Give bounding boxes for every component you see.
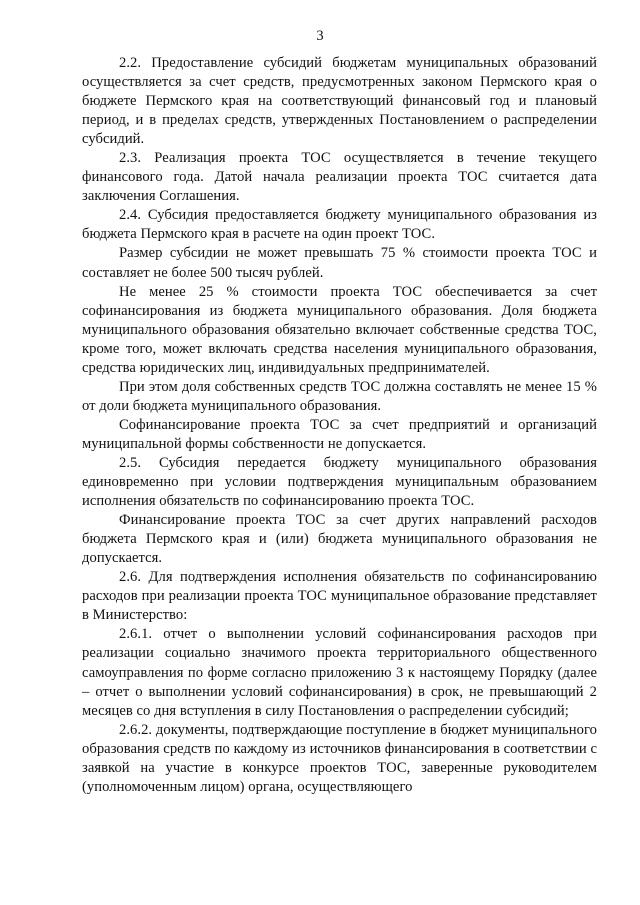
paragraph-municipal-enterprises: Софинансирование проекта ТОС за счет предприятий и организаций муниципальной формы собственности не допускается. [82, 416, 597, 452]
paragraph-other-financing: Финансирование проекта ТОС за счет других направлений расходов бюджета Пермского края и (или) бюджета муниципального образования не допускается. [82, 512, 597, 567]
page-number: 3 [316, 28, 324, 44]
paragraph-2-3: 2.3. Реализация проекта ТОС осуществляется в течение текущего финансового года. Датой начала реализации проекта ТОС считается дата заключения Соглашения. [82, 150, 597, 205]
paragraph-2-6: 2.6. Для подтверждения исполнения обязательств по софинансированию расходов при реализации проекта ТОС муниципальное образование представляет в Министерство: [82, 569, 597, 624]
paragraph-2-2: 2.2. Предоставление субсидий бюджетам муниципальных образований осуществляется за счет средств, предусмотренных законом Пермского края о бюджете Пермского края на соответствующий финансовый год и плановый период, и в пределах средств, утвержденных Постановлением о распределении субсидий. [82, 55, 597, 148]
paragraph-own-funds-share: При этом доля собственных средств ТОС должна составлять не менее 15 % от доли бюджета муниципального образования. [82, 378, 597, 414]
paragraph-2-4: 2.4. Субсидия предоставляется бюджету муниципального образования из бюджета Пермского края в расчете на один проект ТОС. [82, 207, 597, 243]
paragraph-2-6-2: 2.6.2. документы, подтверждающие поступление в бюджет муниципального образования средств по каждому из источников финансирования в соответствии с заявкой на участие в конкурсе проектов ТОС, заверенные руководителем (уполномоченным лицом) органа, осуществляющего [82, 721, 597, 795]
document-body [82, 54, 597, 797]
paragraph-cofinancing-share: Не менее 25 % стоимости проекта ТОС обеспечивается за счет софинансирования из бюджета муниципального образования. Доля бюджета муниципального образования обязательно включает собственные средства ТОС, кроме того, может включать средства населения муниципального образования, средства юридических лиц, индивидуальных предпринимателей. [82, 283, 597, 376]
paragraph-subsidy-size: Размер субсидии не может превышать 75 % стоимости проекта ТОС и составляет не более 500 тысяч рублей. [82, 245, 597, 281]
paragraph-2-6-1: 2.6.1. отчет о выполнении условий софинансирования расходов при реализации социально значимого проекта территориального общественного самоуправления по форме согласно приложению 3 к настоящему Порядку (далее – отчет о выполнении условий софинансирования) в срок, не превышающий 2 месяцев со дня вступления в силу Постановления о распределении субсидий; [82, 626, 597, 719]
paragraph-2-5: 2.5. Субсидия передается бюджету муниципального образования единовременно при условии подтверждения муниципальным образованием исполнения обязательств по софинансированию проекта ТОС. [82, 454, 597, 510]
